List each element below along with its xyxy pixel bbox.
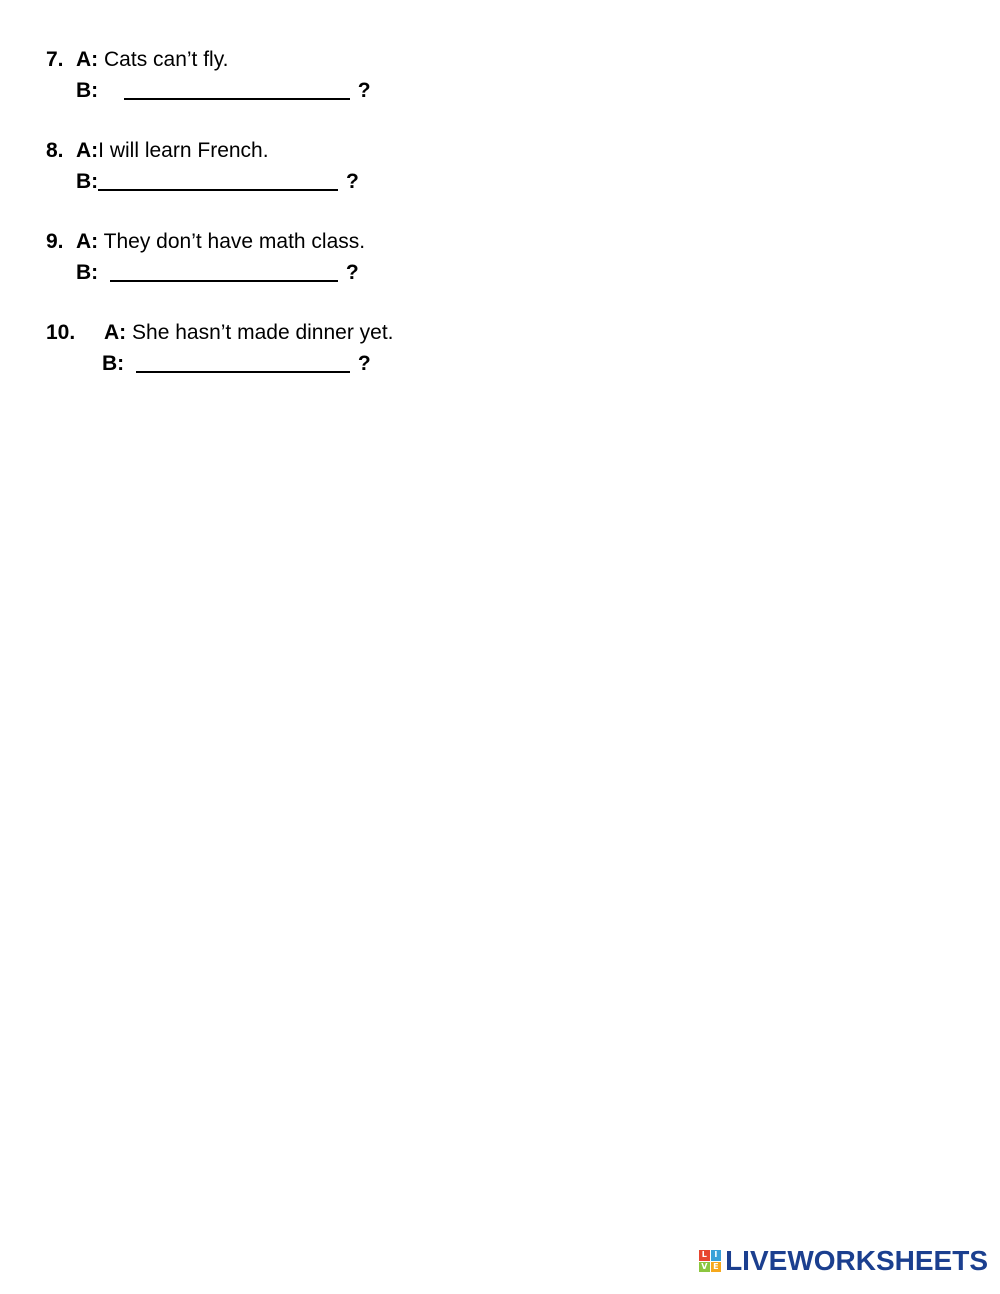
speaker-b-label: B: bbox=[102, 352, 125, 375]
speaker-b-label: B: bbox=[76, 170, 99, 193]
speaker-a-label: A: bbox=[104, 321, 127, 344]
question-number: 7. bbox=[46, 48, 64, 71]
speaker-b-label: B: bbox=[76, 79, 99, 102]
logo-mark-icon bbox=[699, 1250, 721, 1272]
statement-text: Cats can’t fly. bbox=[104, 48, 229, 71]
question-mark: ? bbox=[357, 352, 371, 375]
question-number: 10. bbox=[46, 321, 76, 344]
statement-line bbox=[76, 47, 229, 73]
logo-mark-cell: I bbox=[711, 1250, 722, 1261]
logo-text: LIVEWORKSHEETS bbox=[725, 1245, 988, 1276]
logo-mark-cell: L bbox=[699, 1250, 710, 1261]
statement-text: She hasn’t made dinner yet. bbox=[132, 321, 394, 344]
speaker-a-label: A: bbox=[76, 48, 99, 71]
statement-line bbox=[76, 138, 269, 164]
statement-text: They don’t have math class. bbox=[103, 230, 366, 253]
answer-input-10[interactable] bbox=[134, 349, 346, 373]
answer-input-7[interactable] bbox=[116, 76, 340, 100]
question-number: 9. bbox=[46, 230, 64, 253]
speaker-a-label: A: bbox=[76, 139, 99, 162]
question-number: 8. bbox=[46, 139, 64, 162]
answer-input-8[interactable] bbox=[102, 167, 338, 191]
statement-text: I will learn French. bbox=[98, 139, 269, 162]
statement-line bbox=[104, 320, 394, 346]
question-mark: ? bbox=[357, 79, 371, 102]
liveworksheets-logo bbox=[699, 1246, 988, 1276]
speaker-b-label: B: bbox=[76, 261, 99, 284]
statement-line bbox=[76, 229, 365, 255]
logo-mark-cell: V bbox=[699, 1262, 710, 1273]
answer-input-9[interactable] bbox=[108, 258, 334, 282]
question-mark: ? bbox=[345, 261, 359, 284]
speaker-a-label: A: bbox=[76, 230, 99, 253]
logo-mark-cell: E bbox=[711, 1262, 722, 1273]
question-mark: ? bbox=[346, 170, 359, 193]
